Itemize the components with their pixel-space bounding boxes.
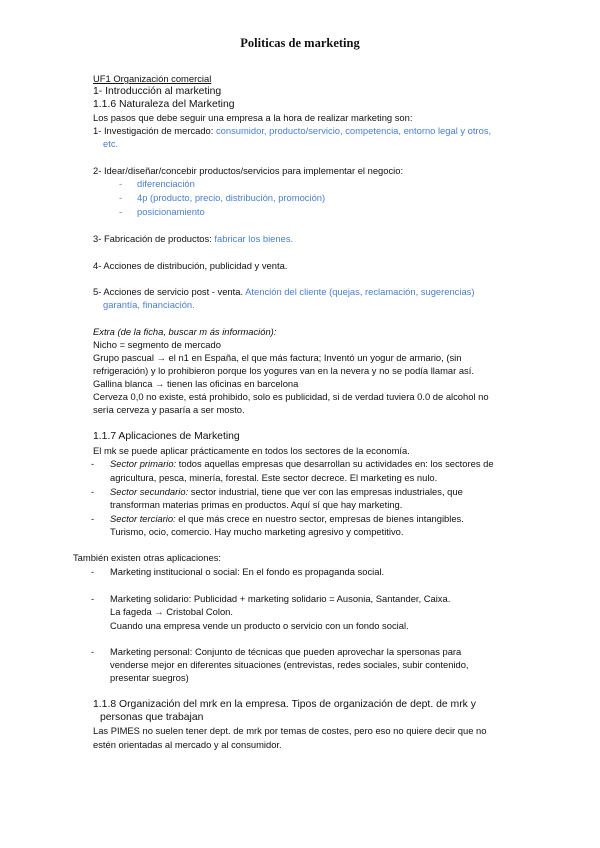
gallina-line: Gallina blanca → tienen las oficinas en barcelona (93, 378, 299, 389)
cerveza-line-2: sería cerveza y pasaría a ser mosto. (93, 404, 245, 415)
bullet-dash: - (91, 458, 95, 469)
app-solidario: Marketing solidario: Publicidad + marketing solidario = Ausonia, Santander, Caixa. (110, 593, 451, 604)
app-personal-line: venderse mejor en diferentes situaciones (entrevistas, redes sociales, subir contenido, (110, 659, 469, 670)
sector-desc: todos aquellas empresas que desarrollan su actividades en: los sectores de (176, 458, 494, 469)
cerveza-line-1: Cerveza 0,0 no existe, está prohibido, solo es publicidad, si de verdad tuviera 0.0 de alcohol no (93, 391, 489, 402)
sector-desc-cont: transforman materias primas en productos. Aquí sí que hay marketing. (110, 499, 403, 510)
bullet-dash: - (91, 513, 95, 524)
unit-heading: UF1 Organización comercial (93, 73, 212, 84)
sector-primario (110, 457, 494, 470)
sector-name: Sector secundario: (110, 486, 189, 497)
step-1 (93, 124, 491, 137)
bullet-dash: - (91, 566, 95, 577)
step-5-detail-cont: garantía, financiación. (103, 299, 195, 310)
app-personal-line: presentar suegros) (110, 672, 189, 683)
step-3 (93, 232, 293, 245)
bullet-dash: - (119, 178, 123, 189)
bullet-dash: - (91, 486, 95, 497)
step-2-item: diferenciación (137, 178, 195, 189)
step-2: 2- Idear/diseñar/concebir productos/servicios para implementar el negocio: (93, 165, 404, 176)
step-1-label: 1- Investigación de mercado: (93, 125, 216, 136)
nicho-line: Nicho = segmento de mercado (93, 339, 221, 350)
grupo-line-2: refrigeración) y lo prohibieron porque los yogures van en la nevera y no se podía llamar así. (93, 365, 474, 376)
app-institucional: Marketing institucional o social: En el fondo es propaganda social. (110, 566, 385, 577)
step-5-label: 5- Acciones de servicio post - venta. (93, 286, 246, 297)
step-1-detail-cont: etc. (103, 138, 119, 149)
page-title: Politicas de marketing (240, 36, 360, 50)
mk-intro: El mk se puede aplicar prácticamente en todos los sectores de la economía. (93, 445, 410, 456)
section-1-1-8-cont: personas que trabajan (100, 712, 204, 723)
pimes-line-2: estén orientadas al mercado y al consumidor. (93, 739, 282, 750)
sector-desc: sector industrial, tiene que ver con las empresas industriales, que (188, 486, 463, 497)
sector-name: Sector primario: (110, 458, 177, 469)
step-2-item: 4p (producto, precio, distribución, promoción) (137, 192, 326, 203)
sector-name: Sector terciario: (110, 513, 176, 524)
steps-intro: Los pasos que debe seguir una empresa a la hora de realizar marketing son: (93, 112, 413, 123)
step-1-detail: consumidor, producto/servicio, competencia, entorno legal y otros, (215, 125, 492, 136)
app-personal: Marketing personal: Conjunto de técnicas que pueden aprovechar la spersonas para (110, 646, 462, 657)
step-3-label: 3- Fabricación de productos: (93, 233, 215, 244)
section-1-1-8: 1.1.8 Organización del mrk en la empresa. Tipos de organización de dept. de mrk y (93, 699, 476, 710)
grupo-line-1: Grupo pascual → el n1 en España, el que más factura; Inventó un yogur de armario, (sin (93, 352, 462, 363)
step-2-item: posicionamiento (137, 206, 205, 217)
app-solidario-line: La fageda → Cristobal Colon. (110, 606, 233, 617)
bullet-dash: - (91, 593, 95, 604)
bullet-dash: - (119, 206, 123, 217)
other-apps-heading: También existen otras aplicaciones: (73, 552, 221, 563)
sector-terciario (110, 512, 464, 525)
step-5 (93, 285, 474, 298)
step-3-detail: fabricar los bienes. (214, 233, 294, 244)
pimes-line-1: Las PIMES no suelen tener dept. de mrk por temas de costes, pero eso no quiere decir que no (93, 725, 487, 736)
step-5-detail: Atención del cliente (quejas, reclamación, sugerencias) (245, 286, 475, 297)
section-1-1-7: 1.1.7 Aplicaciones de Marketing (93, 431, 240, 442)
sector-secundario (110, 485, 463, 498)
step-4: 4- Acciones de distribución, publicidad y venta. (93, 260, 288, 271)
section-1-1-6: 1.1.6 Naturaleza del Marketing (93, 99, 235, 110)
extra-heading: Extra (de la ficha, buscar m ás información): (93, 326, 277, 337)
app-solidario-line: Cuando una empresa vende un producto o servicio con un fondo social. (110, 620, 409, 631)
bullet-dash: - (119, 192, 123, 203)
sector-desc: el que más crece en nuestro sector, empresas de bienes intangibles. (175, 513, 464, 524)
bullet-dash: - (91, 646, 95, 657)
sector-desc-cont: agricultura, pesca, minería, forestal. Este sector decrece. El marketing es nulo. (110, 472, 438, 483)
sector-desc-cont: Turismo, ocio, comercio. Hay mucho marketing agresivo y competitivo. (110, 526, 404, 537)
section-intro: 1- Introducción al marketing (93, 86, 222, 97)
